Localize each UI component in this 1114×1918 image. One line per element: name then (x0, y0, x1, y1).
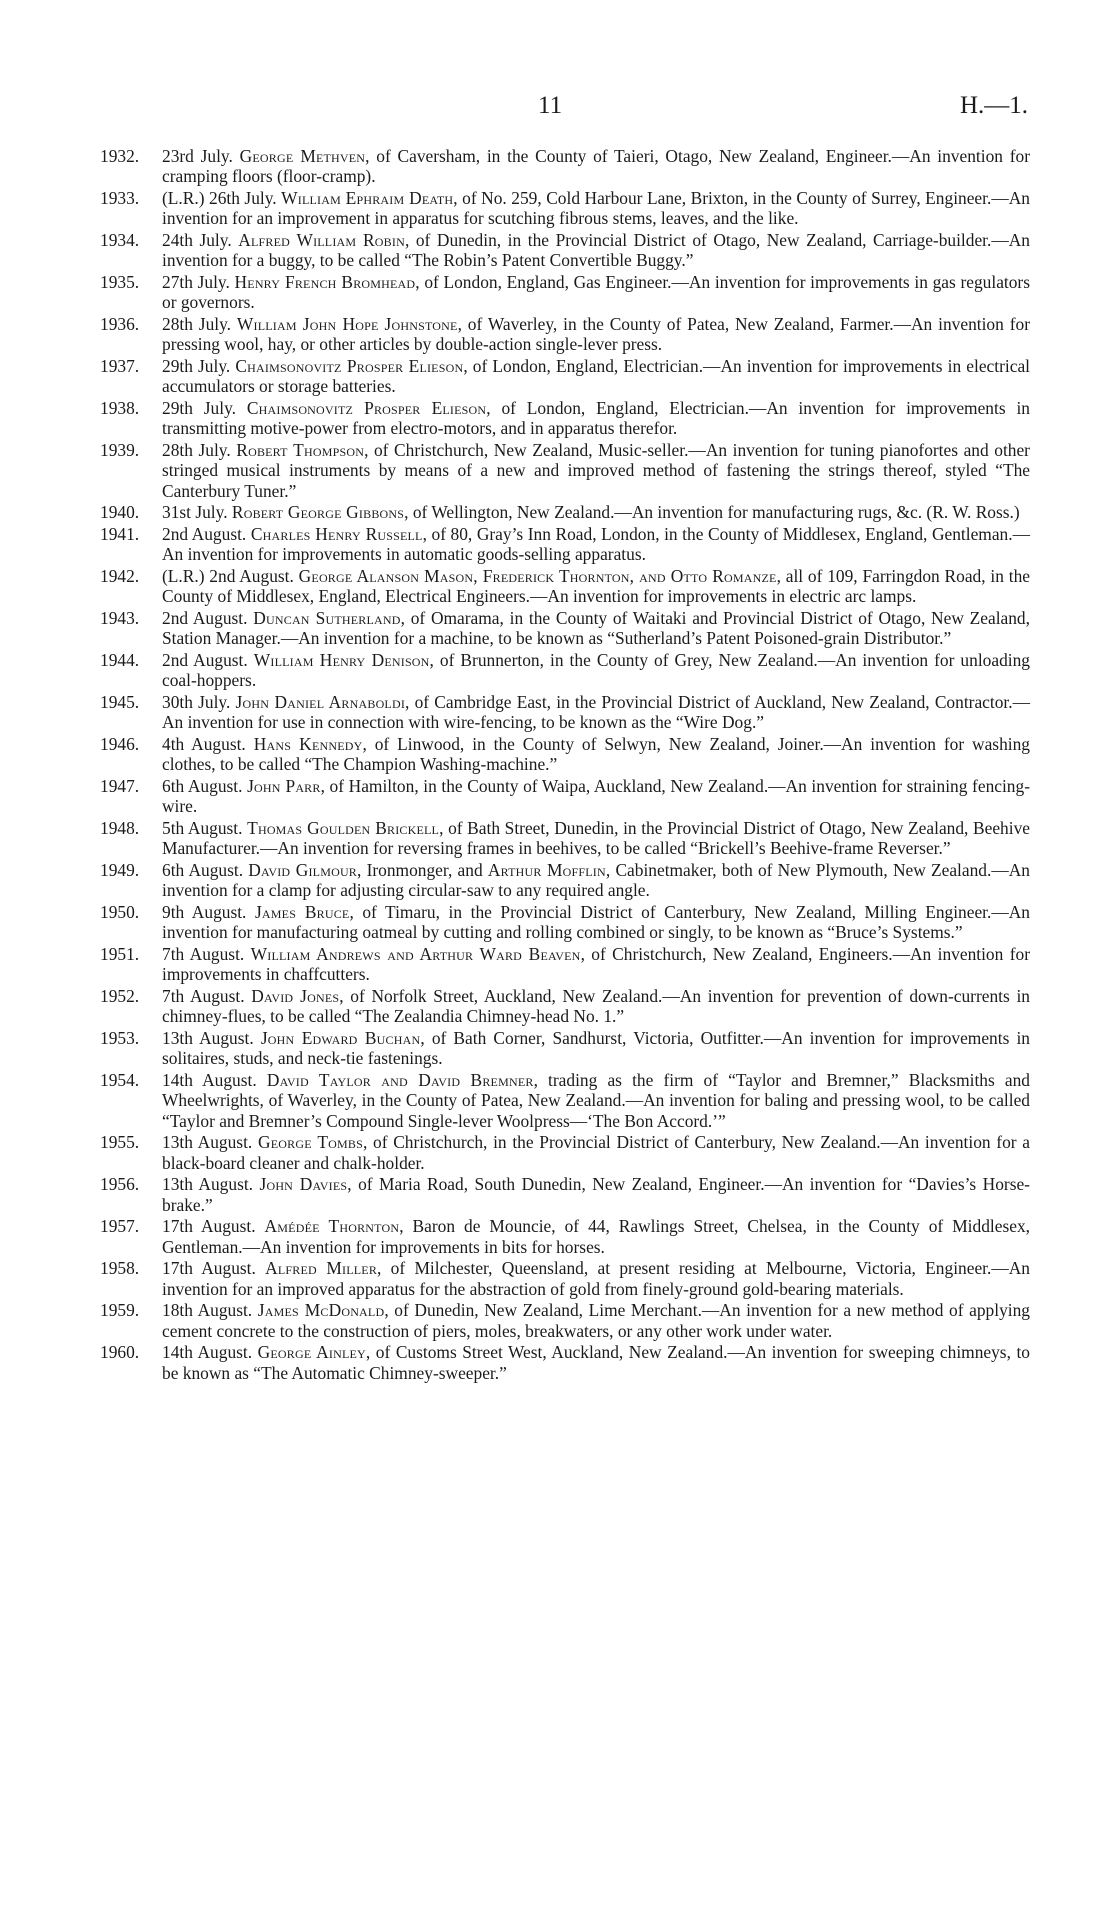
patent-entry (100, 650, 1030, 691)
entry-description: , of 80, Gray’s Inn Road, London, in the County of Middlesex, England, Gentleman.—An invention for improvements in automatic goods-selling apparatus. (162, 524, 1030, 565)
applicant-name: Robert George Gibbons (231, 502, 405, 523)
entry-description: , Ironmonger, and (357, 860, 488, 880)
entry-description: , of London, England, Electrician.—An invention for improvements in electrical accumulators or storage batteries. (162, 356, 1030, 397)
entry-description: , of Dunedin, New Zealand, Lime Merchant.—An invention for a new method of applying cement concrete to the construction of piers, moles, breakwaters, or any other work under water. (162, 1300, 1030, 1341)
entry-number: 1939. (100, 440, 140, 460)
patent-entry (100, 1070, 1030, 1131)
patent-entry (100, 1342, 1030, 1383)
entry-number: 1942. (100, 566, 140, 586)
patent-entry (100, 356, 1030, 397)
entry-date: 28th July. (162, 314, 232, 334)
applicant-name: John Daniel Arnaboldi (235, 692, 406, 712)
entry-description: , of Dunedin, in the Provincial District of Otago, New Zealand, Carriage-builder.—An invention for a buggy, to be called “The Robin’s Patent Convertible Buggy.” (162, 230, 1030, 271)
entry-date: 27th July. (162, 272, 230, 292)
applicant-name: William John Hope Johnstone (236, 314, 458, 334)
applicant-name: David Jones (251, 986, 340, 1006)
entry-date: 6th August. (162, 776, 243, 796)
entry-date: 30th July. (162, 692, 231, 712)
patent-entry (100, 1174, 1030, 1215)
applicant-name: Charles Henry Russell (250, 524, 423, 544)
entry-number: 1954. (100, 1070, 140, 1090)
applicant-name: George Tombs (257, 1132, 363, 1153)
entry-description: , of Waverley, in the County of Patea, New Zealand, Farmer.—An invention for pressing wool, hay, or other articles by double-action single-lever press. (162, 314, 1030, 355)
entry-date: 17th August. (162, 1258, 256, 1279)
entry-number: 1933. (100, 188, 140, 208)
applicant-name: George Methven (239, 146, 366, 166)
entry-description: , of Milchester, Queensland, at present residing at Melbourne, Victoria, Engineer.—An invention for an improved apparatus for the abstraction of gold from finely-ground gold-bearing materials. (162, 1258, 1030, 1299)
patent-entry (100, 566, 1030, 607)
entry-description: , of Maria Road, South Dunedin, New Zealand, Engineer.—An invention for “Davies’s Horse-brake.” (162, 1174, 1030, 1215)
applicant-name: Alfred William Robin (238, 230, 405, 250)
entry-date: 28th July. (162, 440, 231, 460)
patent-entry (100, 230, 1030, 271)
patent-entry (100, 860, 1030, 901)
patent-entry (100, 902, 1030, 943)
entry-date: 9th August. (162, 902, 247, 922)
entry-number: 1941. (100, 524, 140, 544)
entry-description: , of Bath Street, Dunedin, in the Provincial District of Otago, New Zealand, Beehive Manufacturer.—An invention for reversing frames in beehives, to be called “Brickell’s Beehive-frame Reverser.” (162, 818, 1031, 859)
entry-date: 24th July. (162, 230, 232, 250)
entry-date: 14th August. (162, 1342, 253, 1363)
patent-entry (100, 1216, 1030, 1257)
patent-entry (100, 818, 1030, 859)
applicant-name: William Ephraim Death (281, 188, 454, 208)
applicant-name: Amédée Thornton (264, 1216, 400, 1237)
entry-number: 1932. (100, 146, 140, 166)
entry-date: 2nd August. (162, 524, 247, 544)
entry-date: 14th August. (162, 1070, 257, 1090)
entry-number: 1935. (100, 272, 140, 292)
entry-date: 29th July. (162, 356, 231, 376)
entry-date: 17th August. (162, 1216, 256, 1237)
applicant-name: Robert Thompson (236, 440, 365, 460)
entry-description: , Baron de Mouncie, of 44, Rawlings Street, Chelsea, in the County of Middlesex, Gentleman.—An invention for improvements in bits for horses. (162, 1216, 1030, 1257)
entry-number: 1957. (100, 1216, 140, 1237)
applicant-name: James Bruce (254, 902, 350, 922)
entry-number: 1934. (100, 230, 140, 250)
entry-description: , of Bath Corner, Sandhurst, Victoria, Outfitter.—An invention for improvements in solitaires, studs, and neck-tie fastenings. (162, 1028, 1031, 1069)
applicant-name: Chaimsonovitz Prosper Elieson (246, 398, 487, 418)
entry-number: 1937. (100, 356, 140, 376)
entry-date: 5th August. (162, 818, 243, 838)
entry-description: , of Hamilton, in the County of Waipa, Auckland, New Zealand.—An invention for straining fencing-wire. (162, 776, 1030, 817)
entry-description: , of Christchurch, New Zealand, Music-seller.—An invention for tuning pianofortes and other stringed musical instruments by means of a new and improved method of fastening the strings thereof, styled “The Canterbury Tuner.” (162, 440, 1030, 501)
entry-date: 13th August. (162, 1132, 253, 1153)
entry-description: , all of 109, Farringdon Road, in the County of Middlesex, England, Electrical Engineers.—An invention for improvements in electric arc lamps. (162, 566, 1030, 607)
entry-number: 1940. (100, 502, 140, 523)
applicant-name: John Edward Buchan (260, 1028, 421, 1048)
applicant-name: George Ainley (257, 1342, 366, 1363)
entry-description: , of Timaru, in the Provincial District of Canterbury, New Zealand, Milling Engineer.—An invention for manufacturing oatmeal by cutting and rolling combined or singly, to be known as “Bruce’s Systems.” (162, 902, 1030, 943)
patent-entry (100, 776, 1030, 817)
applicant-name: Hans Kennedy (253, 734, 363, 754)
entry-date: 2nd August. (162, 650, 248, 670)
entry-description: , of London, England, Electrician.—An invention for improvements in transmitting motive-power from electro-motors, and in apparatus therefor. (162, 398, 1030, 439)
entry-date: 7th August. (162, 986, 245, 1006)
applicant-name: John Parr (247, 776, 321, 796)
applicant-name: William Henry Denison (253, 650, 430, 670)
entry-number: 1944. (100, 650, 140, 670)
entry-date: 6th August. (162, 860, 244, 880)
entry-number: 1936. (100, 314, 140, 334)
entry-date: 23rd July. (162, 146, 233, 166)
page-header (0, 92, 1114, 128)
applicant-name: Arthur Mofflin (487, 860, 606, 880)
entry-description: , trading as the firm of “Taylor and Bremner,” Blacksmiths and Wheelwrights, of Waverley, in the County of Patea, New Zealand.—An invention for baling and pressing wool, to be called “Taylor and Bremner’s Compound Single-lever Woolpress—‘The Bon Accord.’” (162, 1070, 1030, 1131)
entry-date: 4th August. (162, 734, 246, 754)
applicant-name: William Andrews and Arthur Ward Beaven (250, 944, 581, 964)
entry-description: , of Omarama, in the County of Waitaki and Provincial District of Otago, New Zealand, Station Manager.—An invention for a machine, to be known as “Sutherland’s Patent Poisoned-grain Distributor.” (162, 608, 1030, 649)
entry-date: (L.R.) 2nd August. (162, 566, 294, 586)
entry-date: 2nd August. (162, 608, 248, 628)
applicant-name: Duncan Sutherland (253, 608, 401, 628)
applicant-name: Thomas Goulden Brickell (247, 818, 440, 838)
series-reference: H.—1. (959, 92, 1028, 119)
patent-entry (100, 272, 1030, 313)
patent-entry (100, 440, 1030, 501)
patent-entry (100, 1028, 1030, 1069)
entry-date: 29th July. (162, 398, 236, 418)
patent-entry (100, 608, 1030, 649)
entry-number: 1959. (100, 1300, 140, 1321)
applicant-name: George Alanson Mason, Frederick Thornton, and Otto Romanze (298, 566, 777, 586)
patent-entry (100, 1300, 1030, 1341)
entry-date: 13th August. (162, 1028, 254, 1048)
entry-description: , of Brunnerton, in the County of Grey, New Zealand.—An invention for unloading coal-hoppers. (162, 650, 1030, 691)
patent-entry (100, 502, 1030, 522)
patent-entries-list (100, 146, 1030, 1384)
patent-entry (100, 1258, 1030, 1299)
applicant-name: David Gilmour (248, 860, 358, 880)
patent-entry (100, 314, 1030, 355)
entry-description: , of No. 259, Cold Harbour Lane, Brixton, in the County of Surrey, Engineer.—An invention for an improvement in apparatus for scutching fibrous stems, leaves, and the like. (162, 188, 1030, 229)
entry-number: 1956. (100, 1174, 140, 1195)
entry-date: 7th August. (162, 944, 245, 964)
applicant-name: James McDonald (257, 1300, 385, 1321)
patent-entry (100, 188, 1030, 229)
entry-number: 1947. (100, 776, 140, 796)
entry-number: 1955. (100, 1132, 140, 1153)
entry-description: , of Customs Street West, Auckland, New Zealand.—An invention for sweeping chimneys, to be known as “The Automatic Chimney-sweeper.” (162, 1342, 1030, 1383)
entry-number: 1960. (100, 1342, 140, 1363)
entry-date: 13th August. (162, 1174, 254, 1195)
entry-date: 18th August. (162, 1300, 253, 1321)
entry-date: 31st July. (162, 502, 228, 523)
entry-number: 1951. (100, 944, 140, 964)
patent-entry (100, 734, 1030, 775)
entry-description: , of Christchurch, New Zealand, Engineers.—An invention for improvements in chaffcutters. (162, 944, 1030, 985)
patent-entry (100, 398, 1030, 439)
applicant-name: John Davies (259, 1174, 348, 1195)
applicant-name: David Taylor and David Bremner (266, 1070, 534, 1090)
entry-number: 1949. (100, 860, 140, 880)
entry-number: 1943. (100, 608, 140, 628)
entry-number: 1950. (100, 902, 140, 922)
patent-entry (100, 146, 1030, 187)
patent-entry (100, 986, 1030, 1027)
entry-description: , of Christchurch, in the Provincial District of Canterbury, New Zealand.—An invention for a black-board cleaner and chalk-holder. (162, 1132, 1031, 1173)
entry-number: 1945. (100, 692, 140, 712)
entry-description: , of Cambridge East, in the Provincial District of Auckland, New Zealand, Contractor.—An invention for use in connection with wire-fencing, to be known as the “Wire Dog.” (162, 692, 1030, 733)
entry-description: , Cabinetmaker, both of New Plymouth, New Zealand.—An invention for a clamp for adjusting circular-saw to any required angle. (162, 860, 1030, 901)
entry-date: (L.R.) 26th July. (162, 188, 277, 208)
entry-description: , of Norfolk Street, Auckland, New Zealand.—An invention for prevention of down-currents in chimney-flues, to be called “The Zealandia Chimney-head No. 1.” (162, 986, 1030, 1027)
entry-number: 1948. (100, 818, 140, 838)
patent-entry (100, 944, 1030, 985)
patent-entry (100, 1132, 1030, 1173)
applicant-name: Alfred Miller (265, 1258, 378, 1279)
entry-number: 1952. (100, 986, 140, 1006)
entry-number: 1946. (100, 734, 140, 754)
entry-description: , of Linwood, in the County of Selwyn, New Zealand, Joiner.—An invention for washing clothes, to be called “The Champion Washing-machine.” (162, 734, 1030, 775)
entry-description: , of London, England, Gas Engineer.—An invention for improvements in gas regulators or governors. (162, 272, 1030, 313)
entry-description: , of Wellington, New Zealand.—An invention for manufacturing rugs, &c. (R. W. Ross.) (404, 502, 1020, 523)
patent-entry (100, 524, 1030, 565)
entry-number: 1953. (100, 1028, 140, 1048)
entry-description: , of Caversham, in the County of Taieri, Otago, New Zealand, Engineer.—An invention for cramping floors (floor-cramp). (162, 146, 1030, 187)
page-number: 11 (538, 92, 563, 119)
entry-number: 1958. (100, 1258, 140, 1279)
applicant-name: Henry French Bromhead (234, 272, 416, 292)
applicant-name: Chaimsonovitz Prosper Elieson (235, 356, 464, 376)
entry-number: 1938. (100, 398, 140, 418)
patent-entry (100, 692, 1030, 733)
